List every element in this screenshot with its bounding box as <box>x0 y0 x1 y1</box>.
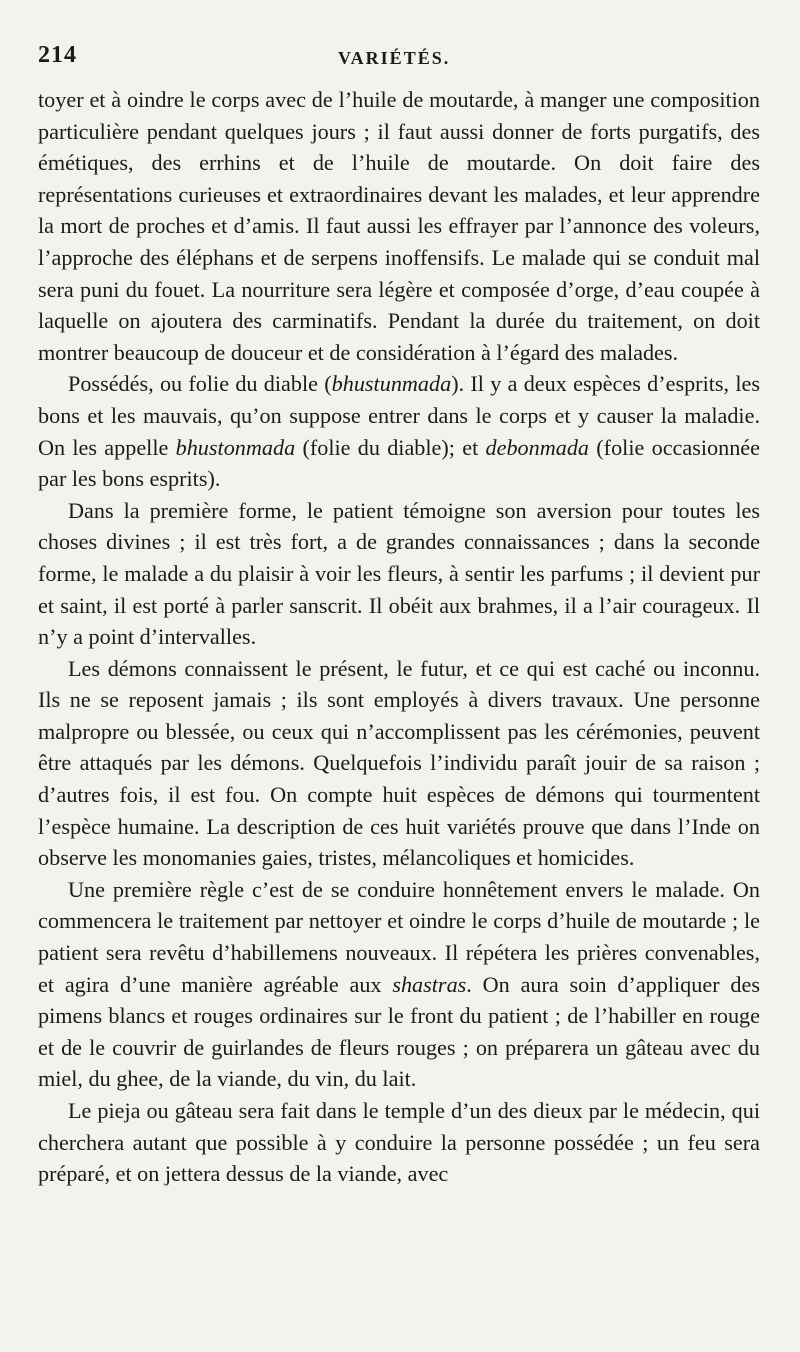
text-run: Une première règle c’est de se conduire honnêtement envers le malade. On commencera le traitement par nettoyer et oindre le corps d’huile de moutarde ; le patient sera revêtu d’habillemens nouveaux. Il répétera les prières convenables, et agira d’une manière agréable aux <box>38 876 760 997</box>
body-text <box>38 84 760 1190</box>
italic-term: shastras <box>392 971 467 997</box>
text-run: Le pieja ou gâteau sera fait dans le temple d’un des dieux par le médecin, qui cherchera autant que possible à y conduire la personne possédée ; un feu sera préparé, et on jettera dessus de la viande, avec <box>38 1098 760 1187</box>
paragraph <box>38 1095 760 1190</box>
page-header <box>38 38 760 84</box>
paragraph <box>38 368 760 494</box>
paragraph <box>38 874 760 1095</box>
text-run: ). Il y a deux espèces d’esprits, les bons et les mauvais, qu’on suppose entrer dans le corps et y causer la maladie. On les appelle <box>38 371 760 460</box>
page-number: 214 <box>38 42 77 68</box>
italic-term: debonmada <box>485 434 590 460</box>
running-head: VARIÉTÉS. <box>338 48 451 68</box>
paragraph <box>38 84 760 368</box>
text-run: Possédés, ou folie du diable ( <box>68 371 332 397</box>
italic-term: bhustunmada <box>331 371 452 397</box>
paragraph <box>38 495 760 653</box>
italic-term: bhustonmada <box>175 434 296 460</box>
text-run: Les démons connaissent le présent, le futur, et ce qui est caché ou inconnu. Ils ne se reposent jamais ; ils sont employés à divers travaux. Une personne malpropre ou blessée, ou ceux qui n’accomplissent pas les cérémonies, peuvent être attaqués par les démons. Quelquefois l’individu paraît jouir de sa raison ; d’autres fois, il est fou. On compte huit espèces de démons qui tourmentent l’espèce humaine. La description de ces huit variétés prouve que dans l’Inde on observe les monomanies gaies, tristes, mélancoliques et homicides. <box>38 655 760 871</box>
text-run: (folie du diable); et <box>295 434 486 460</box>
text-run: . On aura soin d’appliquer des pimens blancs et rouges ordinaires sur le front du patient ; de l’habiller en rouge et de le couvrir de guirlandes de fleurs rouges ; on préparera un gâteau avec du miel, du ghee, de la viande, du vin, du lait. <box>38 971 760 1092</box>
text-run: toyer et à oindre le corps avec de l’huile de moutarde, à manger une composition particulière pendant quelques jours ; il faut aussi donner de forts purgatifs, des émétiques, des errhins et de l’huile de moutarde. On doit faire des représentations curieuses et extraordinaires devant les malades, et leur apprendre la mort de proches et d’amis. Il faut aussi les effrayer par l’annonce des voleurs, l’approche des éléphans et de serpens inoffensifs. Le malade qui se conduit mal sera puni du fouet. La nourriture sera légère et composée d’orge, d’eau coupée à laquelle on ajoutera des carminatifs. Pendant la durée du traitement, on doit montrer beaucoup de douceur et de considération à l’égard des malades. <box>38 87 760 365</box>
paragraph <box>38 653 760 874</box>
text-run: (folie occasionnée par les bons esprits). <box>38 434 761 492</box>
text-run: Dans la première forme, le patient témoigne son aversion pour toutes les choses divines ; il est très fort, a de grandes connaissances ; dans la seconde forme, le malade a du plaisir à voir les fleurs, à sentir les parfums ; il devient pur et saint, il est porté à parler sanscrit. Il obéit aux brahmes, il a l’air courageux. Il n’y a point d’intervalles. <box>38 497 760 650</box>
